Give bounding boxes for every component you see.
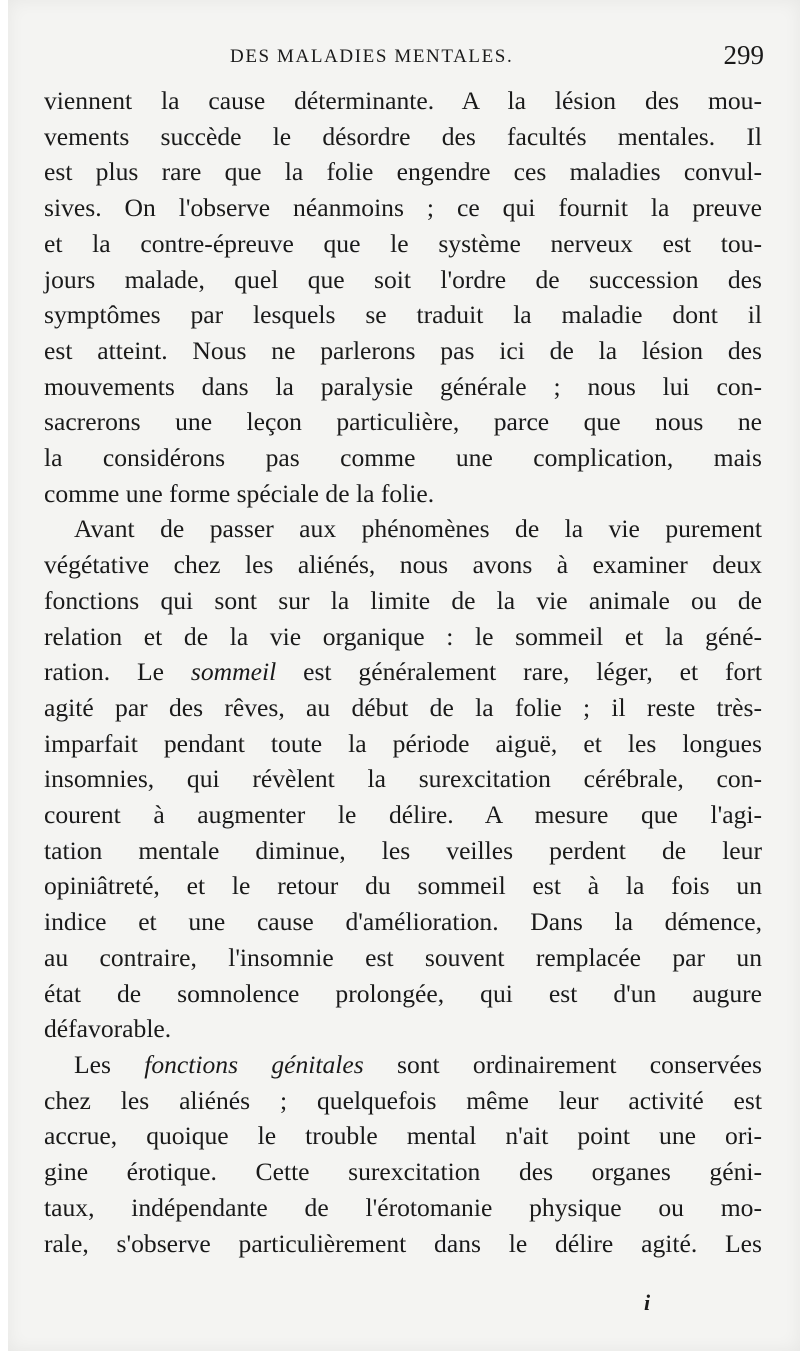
text-line: défavorable.: [44, 1014, 172, 1044]
paragraph-3: [44, 1047, 762, 1261]
text-line: état de somnolence prolongée, qui est d'un augure: [44, 978, 762, 1008]
text-line: est plus rare que la folie engendre ces maladies convul-: [44, 157, 762, 187]
text-run: Les: [74, 1049, 145, 1079]
text-line: taux, indépendante de l'érotomanie physique ou mo-: [44, 1192, 762, 1222]
body-text: [44, 83, 762, 1261]
text-line: opiniâtreté, et le retour du sommeil est à la fois un: [44, 871, 762, 901]
text-line: végétative chez les aliénés, nous avons à examiner deux: [44, 550, 762, 580]
italic-term: fonctions génitales: [144, 1049, 364, 1079]
paragraph-2: [44, 511, 762, 1047]
text-line: relation et de la vie organique : le sommeil et la géné-: [44, 621, 762, 651]
text-line: au contraire, l'insomnie est souvent remplacée par un: [44, 942, 762, 972]
text-line: sacrerons une leçon particulière, parce que nous ne: [44, 407, 762, 437]
text-line: viennent la cause déterminante. A la lésion des mou-: [44, 86, 762, 115]
text-line: gine érotique. Cette surexcitation des organes géni-: [44, 1157, 762, 1187]
text-run: est généralement rare, léger, et fort: [276, 657, 762, 687]
text-line: accrue, quoique le trouble mental n'ait point une ori-: [44, 1121, 762, 1151]
text-line: comme une forme spéciale de la folie.: [44, 478, 435, 508]
text-run: sont ordinairement conservées: [363, 1049, 763, 1079]
text-run: ration. Le: [44, 657, 191, 687]
signature-mark: i: [644, 1290, 651, 1315]
text-line: symptômes par lesquels se traduit la maladie dont il: [44, 300, 762, 330]
book-page: [8, 0, 800, 1351]
text-line: Avant de passer aux phénomènes de la vie purement: [74, 514, 762, 544]
paragraph-1: [44, 83, 762, 511]
text-line: rale, s'observe particulièrement dans le délire agité. Les: [44, 1228, 762, 1258]
italic-term: sommeil: [190, 657, 277, 687]
text-line: vements succède le désordre des facultés mentales. Il: [44, 121, 762, 151]
text-line: chez les aliénés ; quelquefois même leur activité est: [44, 1085, 762, 1115]
text-line: courent à augmenter le délire. A mesure que l'agi-: [44, 800, 762, 830]
text-line: indice et une cause d'amélioration. Dans la démence,: [44, 907, 762, 937]
text-line: la considérons pas comme une complication, mais: [44, 443, 762, 473]
text-line: insomnies, qui révèlent la surexcitation cérébrale, con-: [44, 764, 762, 794]
running-title: DES MALADIES MENTALES.: [230, 46, 514, 67]
text-line: sives. On l'observe néanmoins ; ce qui fournit la preuve: [44, 193, 762, 223]
text-line: jours malade, quel que soit l'ordre de succession des: [44, 264, 762, 294]
text-line: mouvements dans la paralysie générale ; nous lui con-: [44, 371, 762, 401]
page-number: 299: [723, 40, 764, 70]
text-line-with-italic: [44, 1047, 762, 1083]
text-line: fonctions qui sont sur la limite de la vie animale ou de: [44, 585, 762, 615]
text-line: agité par des rêves, au début de la folie ; il reste très-: [44, 692, 762, 722]
text-line: est atteint. Nous ne parlerons pas ici de la lésion des: [44, 335, 762, 365]
page-header: [8, 40, 800, 74]
text-line: imparfait pendant toute la période aiguë, et les longues: [44, 728, 762, 758]
text-line: tation mentale diminue, les veilles perdent de leur: [44, 835, 762, 865]
text-line: et la contre-épreuve que le système nerveux est tou-: [44, 228, 762, 258]
text-line-with-italic: [44, 654, 762, 690]
